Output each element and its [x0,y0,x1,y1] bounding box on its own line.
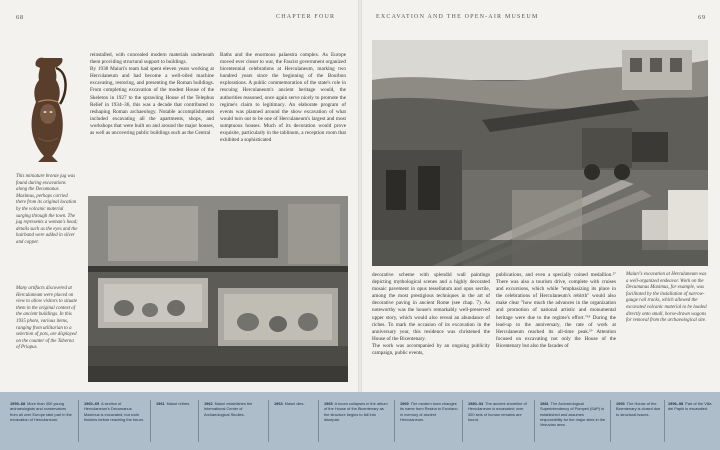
timeline-entry: 1962 Maiuri establishes the International Center of Archaeological Studies. [204,401,253,417]
right-body-column-2: publications, and even a specially coined medallion.¹⁷ There was also a tourism drive, complete with cruises and excursions, which while "emphasizing its place in the celebrations of Herculaneum's rebirth" would also make clear "how much the advances in the organization and promotion of national artistic and monumental heritage were due to the regime's effort."¹⁸ During the lead-up to the anniversary, the rate of work at Herculaneum reached its all-time peak.¹⁹ Attention focused on excavating not only the House of the Bicentenary but also the facades of [496,272,616,349]
jug-caption: This miniature bronze jug was found during excavations along the Decumanus Maximus, perhaps carried there from its original location by the volcanic material surging through the town. The jug represents a woman's head; details such as the eyes and the hairband were added in silver and copper. [16,174,78,245]
timeline-entry: 1959–68 More than 300 young archaeologists and conservators from all over Europe take part in the excavation of Herculaneum. [10,401,72,422]
taberna-caption: Many artifacts discovered at Herculaneum were placed on view to allow visitors to situate them in the original context of the ancient buildings. In this 1935 photo, various items, ranging from utilitarian to a selection of pots, are displayed on the counter of the Taberna of Priapus. [16,286,77,351]
timeline-band [0,392,720,450]
timeline-entry: 1965 A boom collapses in the atrium of the House of the Bicentenary as the structure begins to fall into disrepair. [324,401,388,422]
excavation-caption: Maiuri's excavation at Herculaneum was a well-organized endeavor. Work on the Decumanus Maximus, for example, was facilitated by the installation of narrow-gauge rail tracks, which allowed the excavated volcanic material to be loaded directly onto small, horse-drawn wagons for removal from the archaeological site. [626,272,707,324]
left-folio: 68 [16,14,24,21]
right-folio: 69 [698,14,706,21]
right-running-head: EXCAVATION AND THE OPEN-AIR MUSEUM [376,14,539,20]
timeline-entry: 1996–98 Part of the Villa dei Papiri is excavated. [668,401,712,412]
left-running-head: CHAPTER FOUR [276,14,336,20]
timeline-entry: 1981 The Archaeological Superintendency of Pompeii (SAP) is established and assumes responsibility for the major sites in the Vesuvian area. [540,401,606,428]
left-body-column-2: Baths and the enormous palaestra complex. As Europe moved ever closer to war, the Fascist government organized bicentennial celebrations at Herculaneum, marking two hundred years since the beginning of the Bourbon explorations. A public commemoration of the state's role in rescuing Herculaneum's ancient heritage would, the authorities reasoned, once again serve nicely to promote the regime's claim to legitimacy. An elaborate program of events was planned around the show excavation of what would turn out to be one of Herculaneum's largest and most sumptuous houses. Much of its decoration would prove exquisite, particularly in the tablinum, a reception room that exhibited a sophisticated [220,52,346,144]
left-page [0,0,360,392]
right-page [360,0,720,392]
taberna-display-photo [88,196,348,382]
bronze-jug-photo [24,54,72,166]
timeline-entry: 1963 Maiuri dies. [274,401,305,406]
right-body-column-1: decorative scheme with splendid wall paintings depicting mythological scenes and a highly decorated mosaic pavement in opus tessellatum and opus sectile, among the most prestigious techniques in the art of decorative paving in ancient Rome (see chap. 7). As noteworthy was the house's remarkably well-preserved upper story, which would also reveal an abundance of riches. To mark the occasion of its excavation in the anniversary year, this residence was christened the House of the Bicentenary. The work was accompanied by an ongoing publicity campaign, public events, [372,272,490,357]
left-body-column-1: reinstalled, with concealed modern materials underneath them providing structural support to buildings. By 1938 Maiuri's team had spent eleven years working at Herculaneum and had become a well-oiled machine excavating, restoring, and presenting the Roman buildings. From completing excavation of the modest House of the Skeleton in 1927 to the sprawling House of the Telephus Relief in 1934–36, this was a decade that contributed to reshaping Roman archaeology. Notable accomplishments included excavating all the apartments, shops, and workshops that were built on and around the major houses, as well as uncovering public buildings such as the Central [90,52,214,137]
timeline-entry: 1960–69 A section of Herculaneum's Decumanus Maximus is excavated, but work finishes before reaching the forum. [84,401,144,422]
timeline-entry: 1980–94 The ancient shoreline of Herculaneum is excavated; over 300 sets of human remains are found. [468,401,527,422]
excavation-rail-photo [372,40,708,266]
timeline-entry: 1969 The modern town changes its name from Resina to Ercolano in memory of ancient Herculaneum. [400,401,458,422]
timeline-entry: 1961 Maiuri retires. [156,401,191,406]
timeline-entry: 1993 The House of the Bicentenary is closed due to structural issues. [616,401,661,417]
